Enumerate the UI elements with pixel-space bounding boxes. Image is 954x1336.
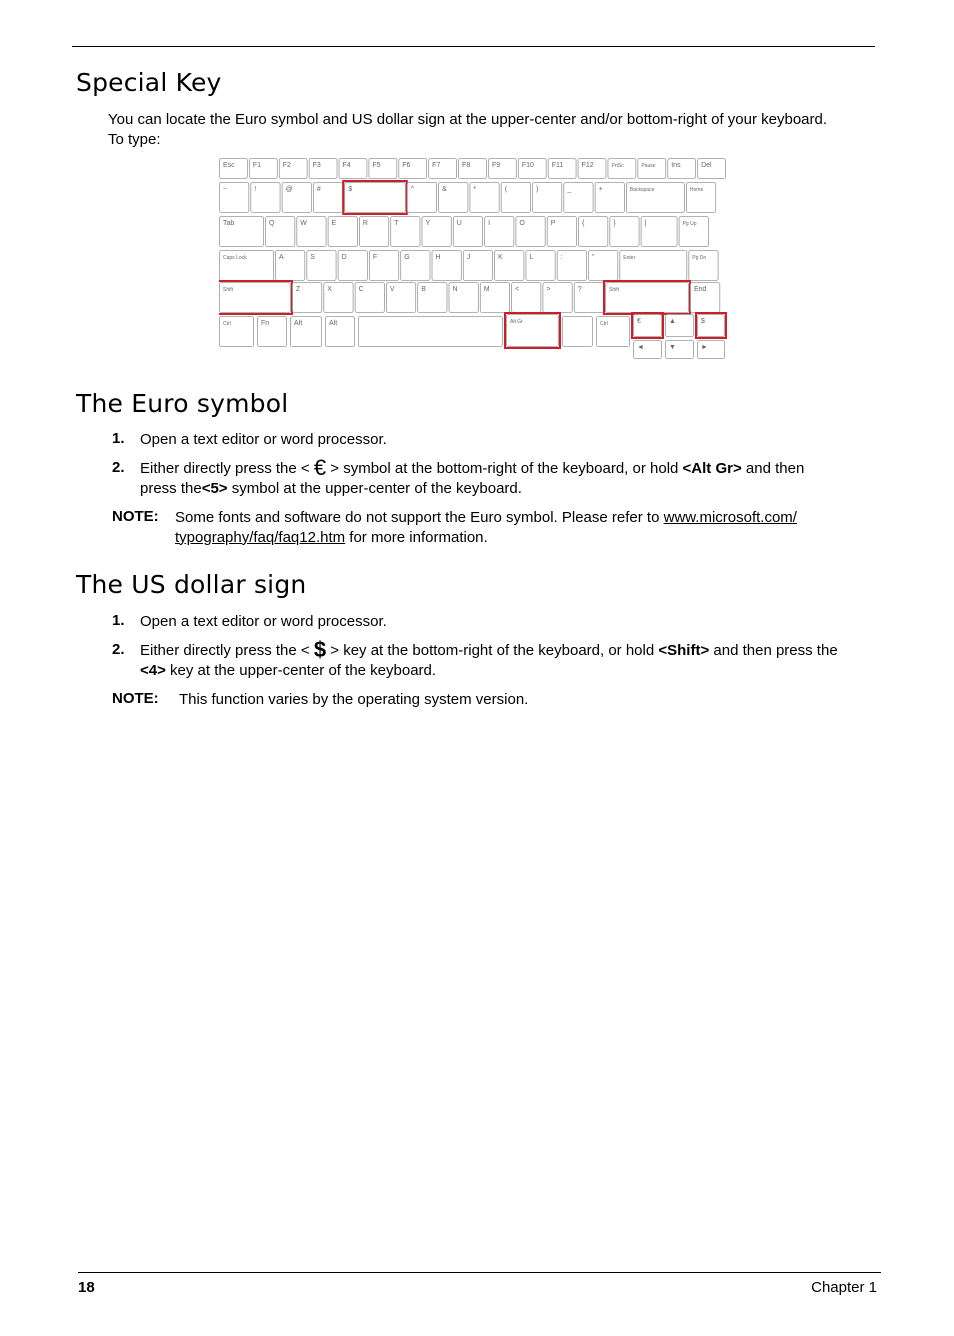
key-shift-9 <box>543 283 572 313</box>
euro-note-a: Some fonts and software do not support the Euro symbol. Please refer to <box>175 509 660 526</box>
key-home-1 <box>276 251 305 281</box>
dollar-step1-number: 1. <box>112 612 125 629</box>
svg-text:F7: F7 <box>432 162 441 169</box>
svg-text:F: F <box>372 254 378 261</box>
key-ins <box>668 159 696 179</box>
key-shift-0 <box>220 283 291 313</box>
key-ctrl-right <box>597 317 630 347</box>
svg-text:": " <box>592 254 595 261</box>
key-num-6 <box>407 183 436 213</box>
svg-text:$: $ <box>348 186 353 193</box>
svg-text:X: X <box>327 286 332 293</box>
svg-text:H: H <box>435 254 441 261</box>
svg-text:PrtSc: PrtSc <box>611 163 624 169</box>
key-num-7 <box>439 183 468 213</box>
svg-text:^: ^ <box>410 186 415 193</box>
key-shift-1 <box>293 283 322 313</box>
svg-text:€: € <box>637 318 641 325</box>
key-f7 <box>429 159 457 179</box>
euro-step2-d: press the <box>140 479 202 497</box>
euro-note-line2 <box>175 528 875 548</box>
key-home-11 <box>589 251 618 281</box>
key-prtsc <box>608 159 636 179</box>
key-home-9 <box>526 251 555 281</box>
key-space <box>359 317 503 347</box>
svg-text:F5: F5 <box>372 162 381 169</box>
dollar-step2-b: > key at the bottom-right of the keyboard, or hold <box>330 642 655 659</box>
key-menu <box>563 317 593 347</box>
heading-special-key: Special Key <box>76 68 222 97</box>
svg-text:Shift: Shift <box>223 287 234 293</box>
svg-text:Y: Y <box>425 220 431 227</box>
svg-text:Fn: Fn <box>261 320 270 327</box>
svg-text:E: E <box>331 220 337 227</box>
svg-text:K: K <box>498 254 503 261</box>
key-up <box>666 315 694 337</box>
chapter-label: Chapter 1 <box>811 1279 877 1296</box>
svg-text:A: A <box>279 254 284 261</box>
key-top-0 <box>220 217 264 247</box>
svg-text:Z: Z <box>296 286 301 293</box>
key-pause <box>638 159 666 179</box>
euro-note-label: NOTE: <box>112 508 159 525</box>
euro-step2-e: symbol at the upper-center of the keyboard. <box>231 479 522 497</box>
key-home-0 <box>220 251 274 281</box>
dollar-symbol-icon: $ <box>313 637 327 662</box>
key-home-7 <box>463 251 492 281</box>
svg-text:C: C <box>358 286 364 293</box>
intro-line-2: To type: <box>108 130 161 148</box>
svg-text:{: { <box>582 220 585 227</box>
euro-key-altgr: <Alt Gr> <box>682 460 742 477</box>
euro-key-5: <5> <box>201 479 228 497</box>
dollar-key-4: <4> <box>140 661 166 679</box>
key-shift-8 <box>512 283 541 313</box>
svg-text:Alt: Alt <box>329 320 338 327</box>
svg-text:U: U <box>456 220 462 227</box>
svg-text:_: _ <box>567 186 572 193</box>
euro-step2-a: Either directly press the < <box>140 460 310 477</box>
svg-text:Tab: Tab <box>223 220 235 227</box>
euro-step1-number: 1. <box>112 430 125 447</box>
key-ctrl-left <box>220 317 254 347</box>
dollar-step2-a: Either directly press the < <box>140 642 310 659</box>
key-num-2 <box>282 183 311 213</box>
dollar-step2-d: key at the upper-center of the keyboard. <box>170 661 437 679</box>
microsoft-link-part2[interactable]: typography/faq/faq12.htm <box>175 528 346 546</box>
svg-text:F2: F2 <box>282 162 291 169</box>
svg-text:Ctrl: Ctrl <box>223 321 231 327</box>
svg-text:@: @ <box>285 186 293 193</box>
svg-text:V: V <box>389 286 395 293</box>
svg-text:M: M <box>483 286 490 293</box>
euro-step2-number: 2. <box>112 459 125 476</box>
svg-text:F6: F6 <box>402 162 411 169</box>
key-f9 <box>488 159 516 179</box>
key-home-4 <box>369 251 398 281</box>
key-home-12 <box>620 251 687 281</box>
key-top-6 <box>422 217 451 247</box>
key-top-10 <box>547 217 576 247</box>
key-shift-5 <box>418 283 447 313</box>
key-num-0 <box>220 183 249 213</box>
key-shift-10 <box>574 283 603 313</box>
key-home-2 <box>307 251 336 281</box>
svg-text:▼: ▼ <box>669 344 676 351</box>
svg-text:F3: F3 <box>312 162 321 169</box>
key-num-3 <box>313 183 342 213</box>
key-alt <box>326 317 355 347</box>
key-f5 <box>369 159 397 179</box>
svg-text:<: < <box>515 286 520 293</box>
euro-step2-c: and then <box>745 460 805 477</box>
svg-text:◄: ◄ <box>637 344 644 351</box>
svg-text:F4: F4 <box>342 162 351 169</box>
svg-text:J: J <box>466 254 471 261</box>
dollar-step2-line2 <box>140 661 885 681</box>
dollar-step2-c: and then press the <box>713 642 838 659</box>
key-f10 <box>518 159 546 179</box>
svg-text:!: ! <box>254 186 257 193</box>
key-num-9 <box>501 183 530 213</box>
key-top-1 <box>266 217 295 247</box>
key-num-10 <box>533 183 562 213</box>
svg-text:►: ► <box>701 344 708 351</box>
key-shift-6 <box>449 283 478 313</box>
intro-line-1: You can locate the Euro symbol and US dollar sign at the upper-center and/or bottom-right of your keyboard. <box>108 111 828 128</box>
svg-text:N: N <box>452 286 458 293</box>
svg-text:F11: F11 <box>551 162 564 169</box>
euro-note-b: for more information. <box>349 528 488 546</box>
key-shift-3 <box>355 283 384 313</box>
key-top-8 <box>485 217 514 247</box>
key-f4 <box>339 159 367 179</box>
key-f12 <box>578 159 606 179</box>
key-home-5 <box>401 251 430 281</box>
key-num-14 <box>686 183 715 213</box>
svg-text:F12: F12 <box>581 162 594 169</box>
euro-note-text <box>175 508 875 547</box>
key-backspace <box>626 183 684 213</box>
dollar-note-label: NOTE: <box>112 690 159 707</box>
header-rule <box>72 46 875 47</box>
key-4-5 <box>345 183 406 213</box>
dollar-step1-text: Open a text editor or word processor. <box>140 613 387 630</box>
svg-text:End: End <box>694 286 707 293</box>
svg-text:P: P <box>550 220 556 227</box>
key-dollar <box>698 315 725 337</box>
key-f6 <box>399 159 427 179</box>
svg-text:▲: ▲ <box>669 318 676 325</box>
euro-step2-line1 <box>140 455 880 480</box>
key-home-10 <box>557 251 586 281</box>
key-f11 <box>548 159 576 179</box>
svg-text:Enter: Enter <box>623 255 636 261</box>
svg-text:(: ( <box>504 186 508 193</box>
key-fn <box>258 317 287 347</box>
euro-step1-text: Open a text editor or word processor. <box>140 431 387 448</box>
key-num-1 <box>251 183 280 213</box>
key-top-7 <box>453 217 482 247</box>
key-num-11 <box>564 183 593 213</box>
svg-text:O: O <box>519 220 525 227</box>
svg-text:D: D <box>341 254 347 261</box>
svg-text:Backspace: Backspace <box>629 187 655 193</box>
footer-rule <box>78 1272 881 1273</box>
svg-text:>: > <box>546 286 551 293</box>
intro-text <box>108 110 888 149</box>
svg-text:R: R <box>362 220 368 227</box>
euro-symbol-icon: € <box>313 455 327 480</box>
svg-text:+: + <box>598 186 603 193</box>
key-altgr <box>507 315 559 347</box>
key-win <box>291 317 322 347</box>
svg-text:Esc: Esc <box>223 162 235 169</box>
key-right <box>698 341 725 359</box>
page-number: 18 <box>78 1279 95 1296</box>
svg-text:B: B <box>421 286 426 293</box>
svg-text:S: S <box>310 254 315 261</box>
key-f1 <box>249 159 277 179</box>
svg-text:Pause: Pause <box>641 163 656 169</box>
key-esc <box>220 159 248 179</box>
key-f3 <box>309 159 337 179</box>
svg-text:T: T <box>394 220 399 227</box>
dollar-note-text: This function varies by the operating system version. <box>179 691 529 708</box>
svg-text:Ins: Ins <box>671 162 681 169</box>
key-num-12 <box>595 183 624 213</box>
key-shift-2 <box>324 283 353 313</box>
svg-text:I: I <box>488 220 491 227</box>
svg-text:Shift: Shift <box>609 287 620 293</box>
key-home-3 <box>338 251 367 281</box>
euro-step2-b: > symbol at the bottom-right of the keyboard, or hold <box>330 460 679 477</box>
key-home-6 <box>432 251 461 281</box>
svg-text::: : <box>560 254 563 261</box>
key-top-12 <box>610 217 639 247</box>
key-home-8 <box>495 251 524 281</box>
key-f2 <box>279 159 307 179</box>
key-top-11 <box>579 217 608 247</box>
svg-text:$: $ <box>701 318 705 325</box>
dollar-step2-text <box>140 637 885 680</box>
svg-text:Q: Q <box>269 220 275 227</box>
svg-text:F8: F8 <box>462 162 471 169</box>
euro-step2-text <box>140 455 880 498</box>
svg-text:|: | <box>644 220 647 227</box>
svg-text:L: L <box>529 254 534 261</box>
key-top-14 <box>679 217 708 247</box>
key-euro <box>634 315 662 337</box>
heading-us-dollar: The US dollar sign <box>76 570 307 599</box>
svg-text:F9: F9 <box>491 162 501 169</box>
key-top-5 <box>391 217 420 247</box>
svg-text:G: G <box>404 254 410 261</box>
euro-step2-line2 <box>140 479 880 499</box>
key-shift-11 <box>606 283 689 313</box>
euro-note-line1 <box>175 508 875 528</box>
svg-text:#: # <box>316 186 321 193</box>
microsoft-link-part1[interactable]: www.microsoft.com/ <box>663 509 797 526</box>
key-shift-7 <box>480 283 509 313</box>
svg-text:W: W <box>300 220 307 227</box>
svg-text:Del: Del <box>701 162 712 169</box>
dollar-key-shift: <Shift> <box>658 642 710 659</box>
svg-text:*: * <box>473 186 477 193</box>
svg-text:Home: Home <box>689 187 704 193</box>
key-f8 <box>459 159 487 179</box>
key-shift-12 <box>691 283 720 313</box>
key-top-13 <box>641 217 677 247</box>
svg-text:): ) <box>536 186 539 193</box>
key-top-9 <box>516 217 545 247</box>
key-left <box>634 341 662 359</box>
dollar-step2-line1 <box>140 637 885 662</box>
key-shift-4 <box>386 283 415 313</box>
svg-text:~: ~ <box>223 186 228 193</box>
svg-text:?: ? <box>577 286 582 293</box>
keyboard-diagram <box>219 158 727 360</box>
svg-text:Alt: Alt <box>294 320 303 327</box>
svg-text:Pg Dn: Pg Dn <box>692 255 707 261</box>
heading-euro-symbol: The Euro symbol <box>76 389 289 418</box>
svg-text:Caps Lock: Caps Lock <box>223 255 247 261</box>
key-top-3 <box>328 217 357 247</box>
dollar-step2-number: 2. <box>112 641 125 658</box>
svg-text:&: & <box>442 186 447 193</box>
key-del <box>698 159 726 179</box>
svg-text:Pg Up: Pg Up <box>682 221 697 227</box>
key-down <box>666 341 694 359</box>
key-top-4 <box>359 217 388 247</box>
svg-text:F10: F10 <box>521 162 534 169</box>
svg-text:F1: F1 <box>252 162 262 169</box>
svg-text:Alt Gr: Alt Gr <box>510 319 523 325</box>
svg-text:}: } <box>613 220 616 227</box>
key-home-13 <box>689 251 718 281</box>
svg-text:Ctrl: Ctrl <box>600 321 608 327</box>
key-num-8 <box>470 183 499 213</box>
key-top-2 <box>297 217 326 247</box>
